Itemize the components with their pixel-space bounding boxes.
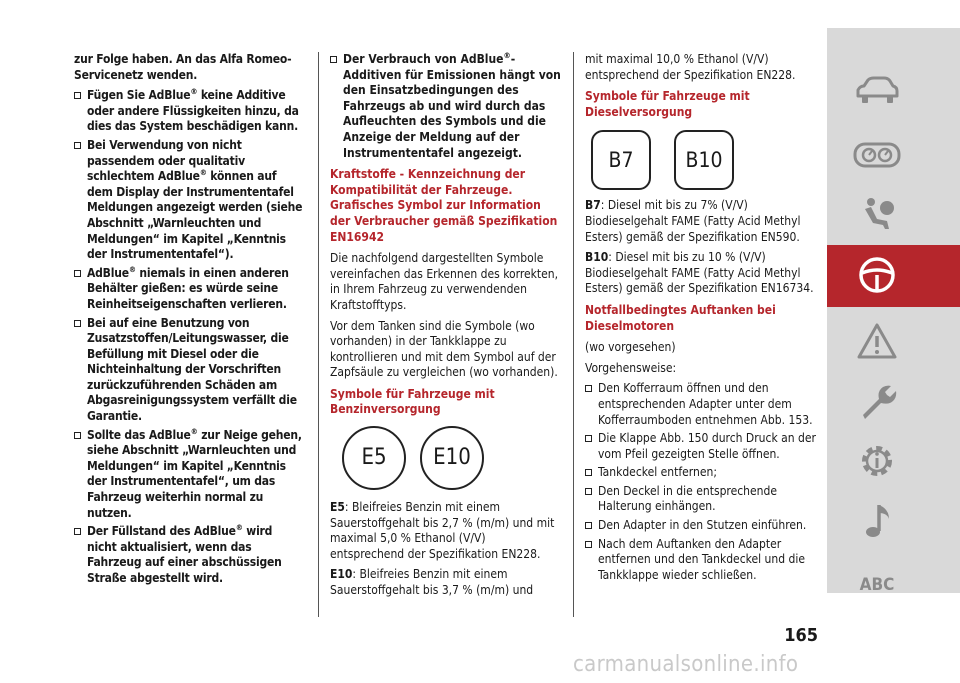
bullet-item: Fügen Sie AdBlue® keine Additive oder andere Flüssigkeiten hinzu, da dies das System beschädigen kann. — [74, 88, 304, 135]
checkbox-bullet-icon — [74, 270, 81, 277]
intro-text: zur Folge haben. An das Alfa Romeo-Servicenetz wenden. — [74, 52, 292, 82]
column-3 — [585, 52, 820, 586]
column-divider — [573, 52, 574, 617]
diesel-symbols — [591, 130, 820, 190]
e10-symbol: E10 — [420, 426, 484, 490]
footer-watermark: carmanualsonline.info — [573, 652, 799, 677]
b7-description: B7: Diesel mit bis zu 7% (V/V) Biodieselgehalt FAME (Fatty Acid Methyl Esters) gemäß der Spezifikation EN590. — [585, 198, 801, 244]
bullet-item: AdBlue® niemals in einen anderen Behälter gießen: es würde seine Reinheitseigenschaften verlieren. — [74, 266, 304, 313]
checkbox-bullet-icon — [74, 528, 81, 535]
b10-symbol: B10 — [674, 130, 734, 190]
car-icon[interactable] — [827, 62, 927, 120]
section-heading: Symbole für Fahrzeuge mit Benzinversorgung — [330, 386, 495, 417]
bullet-item: Der Verbrauch von AdBlue®-Additiven für Emissionen hängt von den Einsatzbedingungen des Fahrzeugs ab und wird durch das Aufleuchten des Symbols und die Anzeige der Meldung auf der Instrumententafel angezeigt. — [330, 52, 562, 161]
step-item: Den Adapter in den Stutzen einführen. — [585, 518, 820, 534]
step-item: Nach dem Auftanken den Adapter entfernen und den Tankdeckel und die Tankklappe wieder schließen. — [585, 537, 820, 584]
page-number: 165 — [784, 625, 818, 646]
e10-description: E10: Bleifreies Benzin mit einem Sauerstoffgehalt bis 3,7 % (m/m) und — [330, 567, 534, 598]
checkbox-bullet-icon — [585, 488, 592, 495]
music-icon[interactable] — [827, 492, 927, 550]
section-heading: Notfallbedingtes Auftanken bei Dieselmotoren — [585, 302, 776, 333]
e5-description: E5: Bleifreies Benzin mit einem Sauerstoffgehalt bis 2,7 % (m/m) und mit maximal 5,0 % Ethanol (V/V) entsprechend der Spezifikation EN228. — [330, 500, 555, 561]
paragraph: mit maximal 10,0 % Ethanol (V/V) entsprechend der Spezifikation EN228. — [585, 52, 796, 82]
petrol-symbols — [342, 426, 562, 490]
checkbox-bullet-icon — [585, 469, 592, 476]
step-item: Den Deckel in die entsprechende Halterung einhängen. — [585, 484, 820, 515]
column-2 — [330, 52, 562, 604]
airbag-icon[interactable] — [827, 186, 927, 244]
wrench-icon[interactable] — [827, 372, 927, 430]
e5-symbol: E5 — [342, 426, 406, 490]
bullet-item: Bei auf eine Benutzung von Zusatzstoffen/Leitungswasser, die Befüllung mit Diesel oder die Nichteinhaltung der Vorschriften zurückzuführenden Schäden am Abgasreinigungssystem verfällt die Garantie. — [74, 316, 304, 425]
paragraph: (wo vorgesehen) — [585, 340, 676, 355]
step-item: Die Klappe Abb. 150 durch Druck an der vom Pfeil gezeigten Stelle öffnen. — [585, 431, 820, 462]
bullet-item: Sollte das AdBlue® zur Neige gehen, siehe Abschnitt „Warnleuchten und Meldungen“ im Kapitel „Kenntnis der Instrumententafel“, um das Fahrzeug weiterhin normal zu nutzen. — [74, 428, 304, 522]
checkbox-bullet-icon — [585, 385, 592, 392]
checkbox-bullet-icon — [585, 435, 592, 442]
column-divider — [318, 52, 319, 617]
checkbox-bullet-icon — [330, 56, 337, 63]
b7-symbol: B7 — [591, 130, 651, 190]
steering-wheel-icon[interactable] — [827, 246, 927, 304]
checkbox-bullet-icon — [74, 92, 81, 99]
section-heading: Kraftstoffe - Kennzeichnung der Kompatibilität der Fahrzeuge. Grafisches Symbol zur Information der Verbraucher gemäß Spezifikation EN16942 — [330, 167, 558, 244]
paragraph: Die nachfolgend dargestellten Symbole vereinfachen das Erkennen des korrekten, in Ihrem Fahrzeug zu verwendenden Kraftstofftyps. — [330, 251, 559, 312]
settings-icon[interactable] — [827, 432, 927, 490]
checkbox-bullet-icon — [585, 541, 592, 548]
paragraph: Vorgehensweise: — [585, 360, 677, 375]
column-1 — [74, 52, 304, 590]
step-item: Den Kofferraum öffnen und den entsprechenden Adapter unter dem Kofferraumboden entnehmen Abb. 153. — [585, 381, 820, 428]
section-heading: Symbole für Fahrzeuge mit Dieselversorgung — [585, 89, 750, 119]
checkbox-bullet-icon — [74, 142, 81, 149]
paragraph: Vor dem Tanken sind die Symbole (wo vorhanden) in der Tankklappe zu kontrollieren und mit dem Symbol auf der Zapfsäule zu vergleichen (wo vorhanden). — [330, 318, 558, 380]
checkbox-bullet-icon — [585, 522, 592, 529]
bullet-item: Der Füllstand des AdBlue® wird nicht aktualisiert, wenn das Fahrzeug auf einer abschüssigen Straße abgestellt wird. — [74, 524, 304, 586]
dashboard-icon[interactable] — [827, 126, 927, 184]
b10-description: B10: Diesel mit bis zu 10 % (V/V) Biodieselgehalt FAME (Fatty Acid Methyl Esters) gemäß der Spezifikation EN16734. — [585, 250, 814, 296]
checkbox-bullet-icon — [74, 320, 81, 327]
bullet-item: Bei Verwendung von nicht passendem oder qualitativ schlechtem AdBlue® können auf dem Display der Instrumententafel Meldungen angezeigt werden (siehe Abschnitt „Warnleuchten und Meldungen“ im Kapitel „Kenntnis der Instrumententafel“). — [74, 138, 304, 263]
checkbox-bullet-icon — [74, 432, 81, 439]
step-item: Tankdeckel entfernen; — [585, 465, 820, 481]
abc-index-icon[interactable]: ABC — [859, 575, 895, 595]
warning-icon[interactable] — [827, 312, 927, 370]
